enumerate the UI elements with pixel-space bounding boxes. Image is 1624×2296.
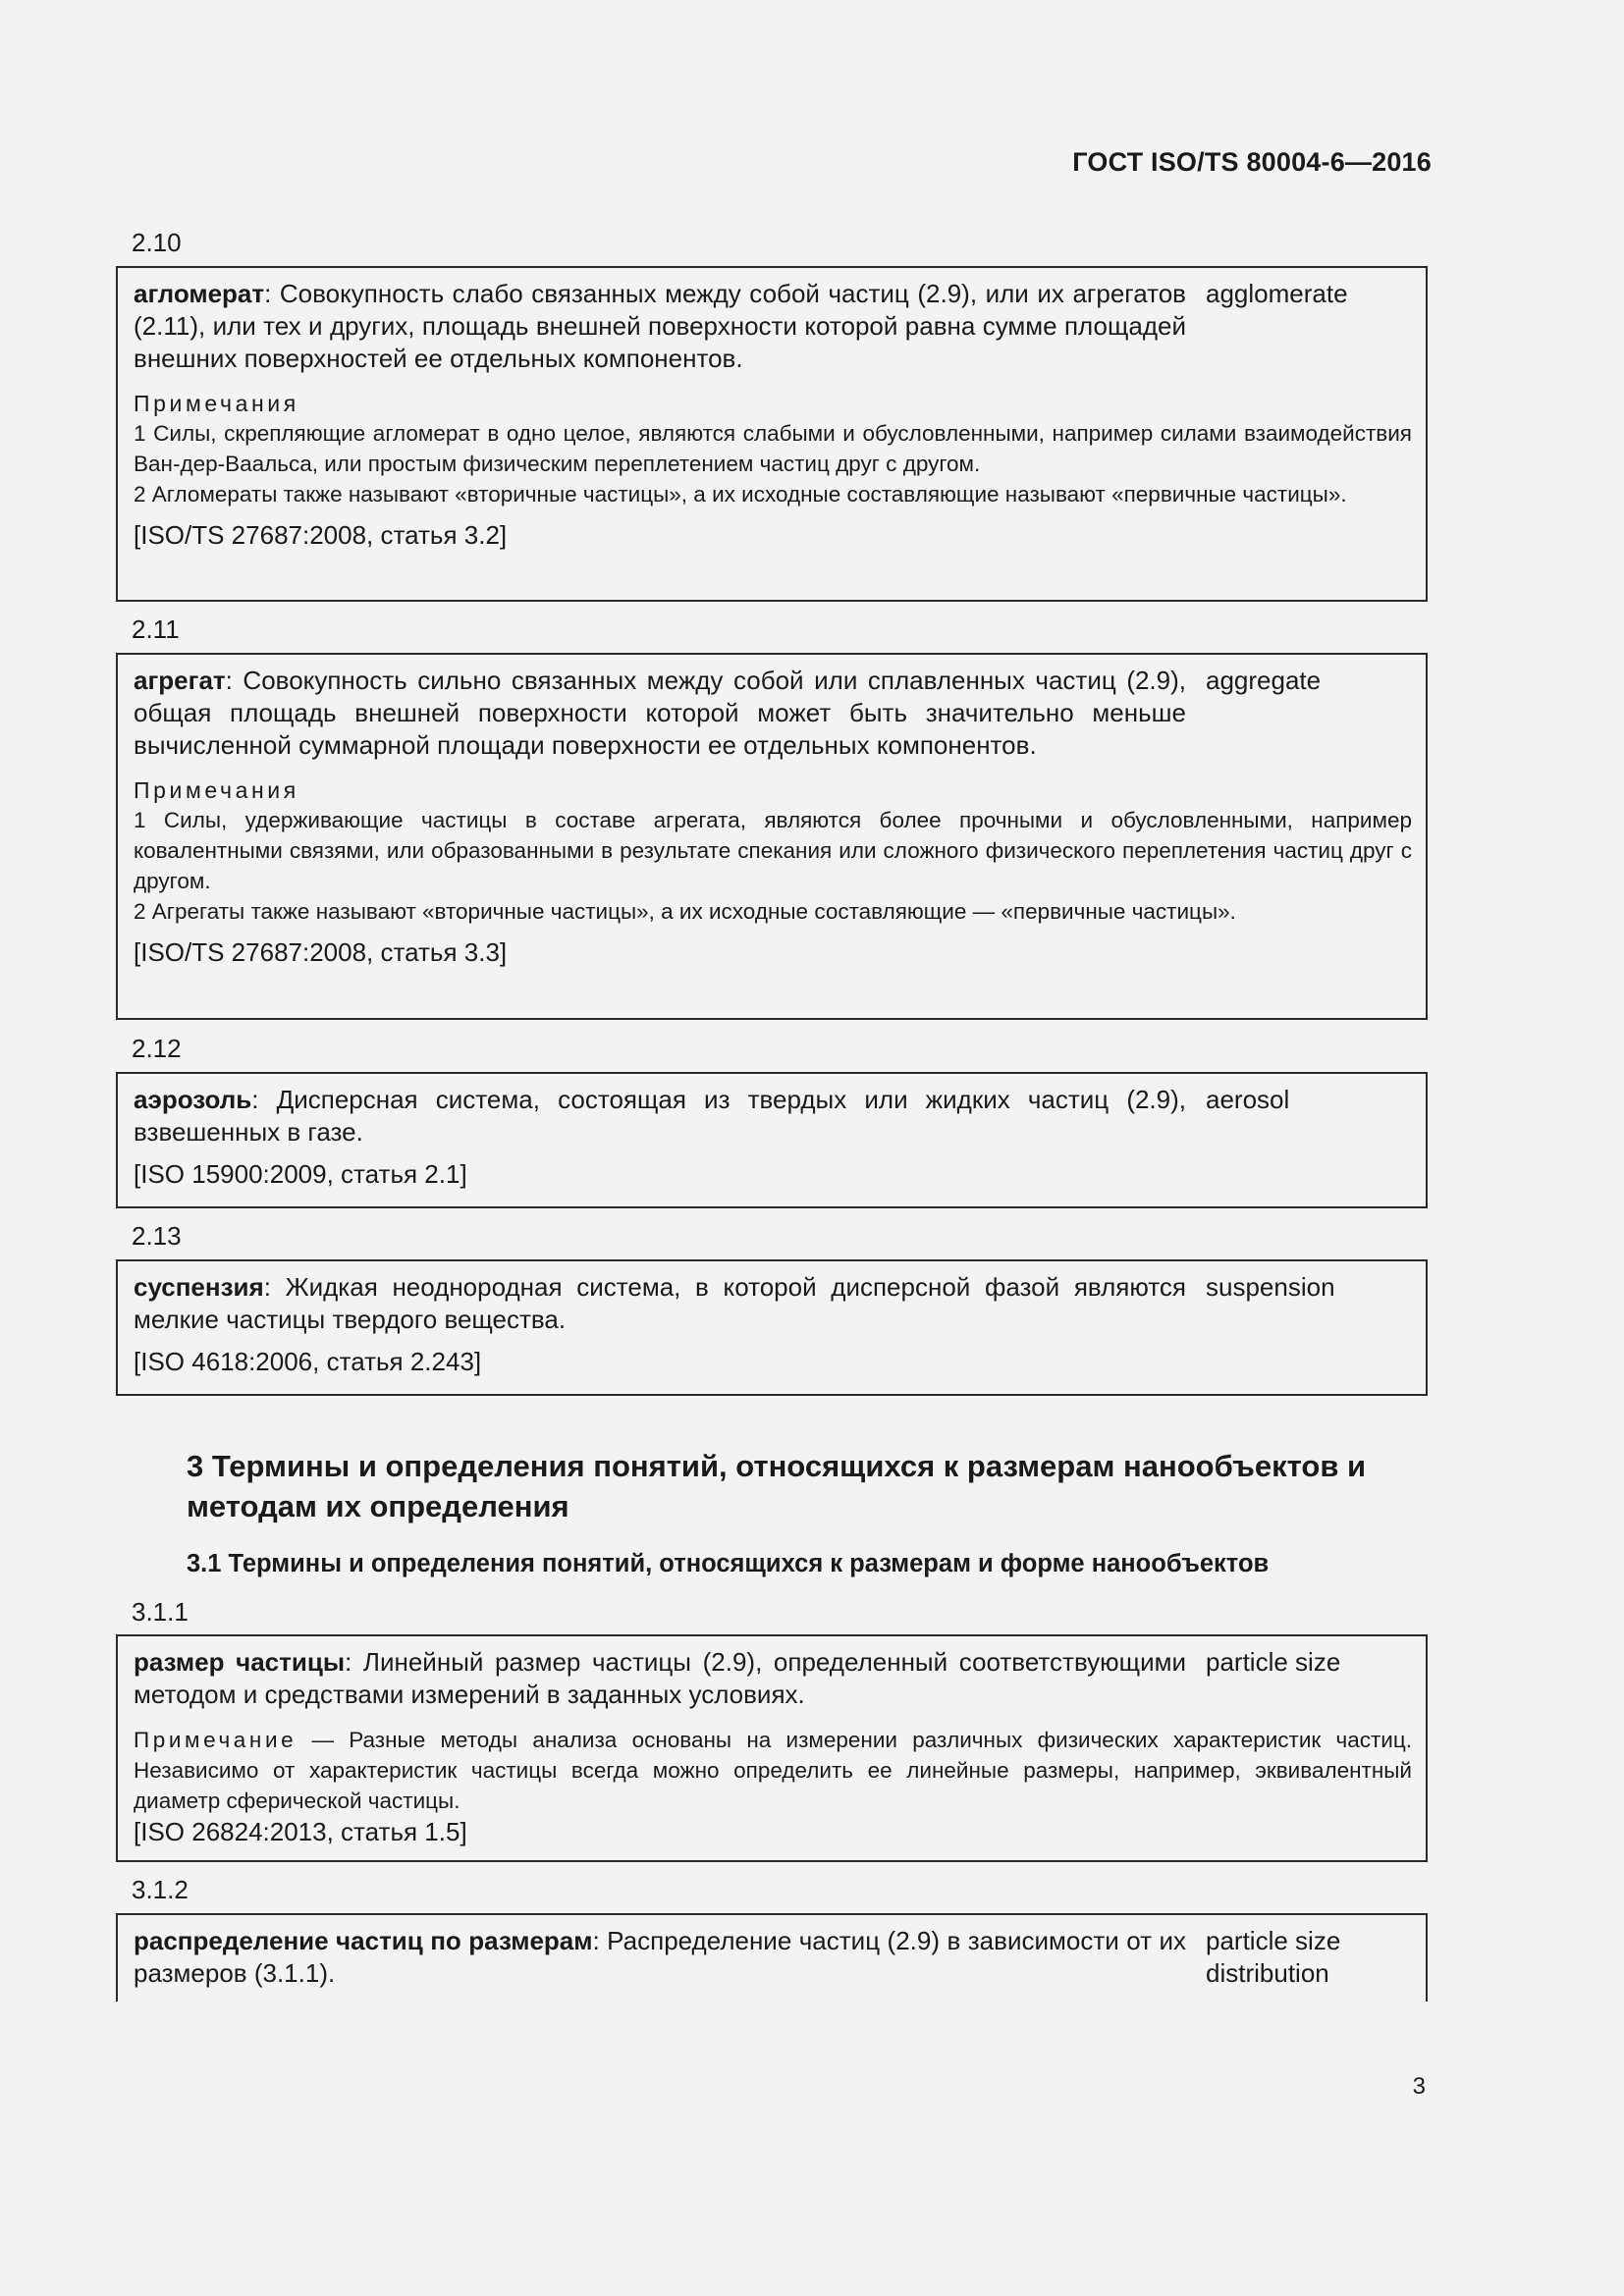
term-definition — [134, 278, 1186, 375]
note-item: 1 Силы, удерживающие частицы в составе агрегата, являются более прочными и обусловленными, например ковалентными связями, или образованными в результате спекания или сложного физического переплетения частиц друг с другом. — [134, 808, 1412, 893]
notes-heading: Примечания — [134, 391, 299, 416]
term-english: aggregate — [1206, 666, 1322, 695]
term-source: [ISO/TS 27687:2008, статья 3.3] — [134, 937, 508, 967]
term-english: aerosol — [1206, 1085, 1290, 1114]
term-definition — [134, 665, 1186, 762]
definition-text: : Жидкая неоднородная система, в которой дисперсной фазой являются мелкие частицы твердого вещества. — [134, 1272, 1186, 1334]
term-notes — [134, 1725, 1412, 1816]
subsection-heading: 3.1 Термины и определения понятий, относящихся к размерам и форме нанообъектов — [187, 1550, 1270, 1577]
term-entry-aggregate — [116, 653, 1428, 1020]
term-number: 2.12 — [132, 1034, 182, 1063]
section-heading: 3 Термины и определения понятий, относящихся к размерам нанообъектов и методам их определения — [187, 1449, 1367, 1523]
term-number: 2.10 — [132, 228, 182, 257]
term-entry-suspension — [116, 1259, 1428, 1396]
term-definition — [134, 1271, 1186, 1336]
term-name: суспензия — [134, 1272, 264, 1302]
term-definition — [134, 1646, 1186, 1711]
term-definition — [134, 1925, 1186, 1990]
definition-text: : Линейный размер частицы (2.9), определенный соответствующими методом и средствами измерений в заданных условиях. — [134, 1647, 1186, 1709]
term-notes — [134, 389, 1412, 509]
term-source: [ISO/TS 27687:2008, статья 3.2] — [134, 520, 508, 550]
term-entry-agglomerate — [116, 266, 1428, 602]
document-code: ГОСТ ISO/TS 80004-6—2016 — [1072, 147, 1432, 177]
term-english: particle size — [1206, 1647, 1341, 1677]
term-name: распределение частиц по размерам — [134, 1926, 593, 1955]
definition-text: : Совокупность слабо связанных между собой частиц (2.9), или их агрегатов (2.11), или тех и других, площадь внешней поверхности которой равна сумме площадей внешних поверхностей ее отдельных компонентов. — [134, 279, 1186, 373]
page-number: 3 — [1412, 2073, 1426, 2100]
note-item: 2 Агрегаты также называют «вторичные частицы», а их исходные составляющие — «первичные частицы». — [134, 899, 1236, 924]
term-english: particle size distribution — [1206, 1926, 1341, 1988]
definition-text: : Распределение частиц (2.9) в зависимости от их размеров (3.1.1). — [134, 1926, 1186, 1988]
term-name: агрегат — [134, 666, 226, 695]
term-english: agglomerate — [1206, 279, 1348, 308]
term-number: 2.13 — [132, 1221, 182, 1251]
term-english: suspension — [1206, 1272, 1335, 1302]
term-entry-aerosol — [116, 1072, 1428, 1208]
term-number: 3.1.2 — [132, 1875, 189, 1904]
term-number: 2.11 — [132, 614, 180, 644]
note-text: — Разные методы анализа основаны на измерении различных физических характеристик частиц. Независимо от характеристик частицы всегда можно определить ее линейные размеры, например, эквивалентный диаметр сферической частицы. — [134, 1728, 1412, 1813]
term-name: размер частицы — [134, 1647, 346, 1677]
term-source: [ISO 15900:2009, статья 2.1] — [134, 1159, 467, 1189]
term-source: [ISO 26824:2013, статья 1.5] — [134, 1817, 467, 1846]
term-entry-particle-size-distribution — [116, 1913, 1428, 2002]
notes-heading: Примечания — [134, 777, 299, 803]
definition-text: : Дисперсная система, состоящая из твердых или жидких частиц (2.9), взвешенных в газе. — [134, 1085, 1186, 1147]
term-name: агломерат — [134, 279, 265, 308]
definition-text: : Совокупность сильно связанных между собой или сплавленных частиц (2.9), общая площадь внешней поверхности которой может быть значительно меньше вычисленной суммарной площади поверхности ее отдельных компонентов. — [134, 666, 1186, 760]
term-name: аэрозоль — [134, 1085, 252, 1114]
note-item: 1 Силы, скрепляющие агломерат в одно целое, являются слабыми и обусловленными, например силами взаимодействия Ван-дер-Ваальса, или простым физическим переплетением частиц друг с другом. — [134, 421, 1412, 476]
note-item: 2 Агломераты также называют «вторичные частицы», а их исходные составляющие называют «первичные частицы». — [134, 482, 1347, 507]
term-source: [ISO 4618:2006, статья 2.243] — [134, 1347, 482, 1376]
term-definition — [134, 1084, 1186, 1148]
term-number: 3.1.1 — [132, 1597, 189, 1627]
note-label: Примечание — [134, 1728, 298, 1752]
term-entry-particle-size — [116, 1634, 1428, 1862]
term-notes — [134, 775, 1412, 927]
